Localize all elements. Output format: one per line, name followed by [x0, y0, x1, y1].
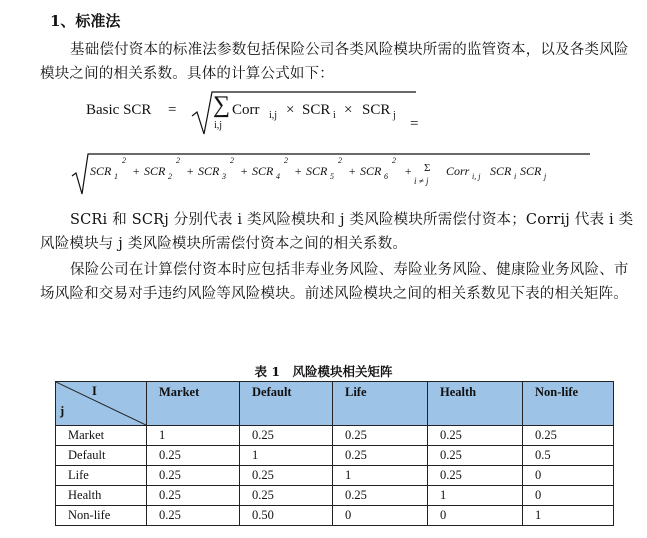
- table-cell: 0.25: [147, 446, 240, 466]
- term-3-sup: 2: [230, 156, 234, 165]
- table-cell: 0.25: [523, 426, 614, 446]
- term-5: SCR: [306, 164, 328, 178]
- row-label: Default: [56, 446, 147, 466]
- term-6-sub: 6: [384, 172, 388, 181]
- plus-3: +: [240, 164, 249, 178]
- formula-basic-scr: [86, 90, 426, 138]
- term-1-sub: 1: [114, 172, 118, 181]
- scr-j-2: SCR: [520, 164, 542, 178]
- corner-header-cell: [56, 382, 147, 426]
- table-cell: 0: [523, 466, 614, 486]
- table-header-row: [56, 382, 614, 426]
- table-cell: 0.25: [428, 426, 523, 446]
- column-header: Market: [147, 382, 240, 426]
- term-3: SCR: [198, 164, 220, 178]
- term-2-sup: 2: [176, 156, 180, 165]
- table-cell: 0.25: [428, 446, 523, 466]
- formula-equals-2: =: [410, 116, 419, 132]
- table-cell: 0.25: [333, 486, 428, 506]
- scr-i-2: SCR: [490, 164, 512, 178]
- column-header: Life: [333, 382, 428, 426]
- table-cell: 1: [333, 466, 428, 486]
- formula-expanded: [70, 150, 610, 196]
- table-row: [56, 486, 614, 506]
- scr-i-subscript: i: [333, 110, 336, 121]
- term-6-sup: 2: [392, 156, 396, 165]
- times-1: ×: [286, 102, 295, 118]
- table-cell: 0.50: [240, 506, 333, 526]
- column-header: Non-life: [523, 382, 614, 426]
- diagonal-line: [56, 382, 146, 425]
- corner-col-label: I: [92, 384, 97, 398]
- term-4-sub: 4: [276, 172, 280, 181]
- term-1: SCR: [90, 164, 112, 178]
- correlation-matrix-table: [55, 381, 614, 526]
- plus-5: +: [348, 164, 357, 178]
- table-cell: 1: [523, 506, 614, 526]
- plus-1: +: [132, 164, 141, 178]
- column-header: Default: [240, 382, 333, 426]
- formula-equals: =: [168, 102, 177, 118]
- corr-term-2: Corr: [446, 164, 470, 178]
- term-2: SCR: [144, 164, 166, 178]
- table-caption: 表 1 风险模块相关矩阵: [254, 364, 393, 379]
- term-3-sub: 3: [222, 172, 226, 181]
- table-cell: 0.25: [240, 426, 333, 446]
- row-label: Market: [56, 426, 147, 446]
- table-row: [56, 446, 614, 466]
- modules-paragraph: 保险公司在计算偿付资本时应包括非寿业务风险、寿险业务风险、健康险业务风险、市场风险和交易对手违约风险等风险模块。前述风险模块之间的相关系数见下表的相关矩阵。: [40, 262, 629, 302]
- table-row: [56, 506, 614, 526]
- term-6: SCR: [360, 164, 382, 178]
- sum-subscript-2: i ≠ j: [414, 176, 429, 186]
- table-cell: 0.25: [333, 446, 428, 466]
- corr-subscript-2: i, j: [472, 172, 481, 181]
- row-label: Life: [56, 466, 147, 486]
- column-header: Health: [428, 382, 523, 426]
- term-2-sub: 2: [168, 172, 172, 181]
- term-5-sub: 5: [330, 172, 334, 181]
- term-4-sup: 2: [284, 156, 288, 165]
- table-cell: 0: [523, 486, 614, 506]
- table-cell: 1: [428, 486, 523, 506]
- table-cell: 0.25: [240, 486, 333, 506]
- term-4: SCR: [252, 164, 274, 178]
- scr-j-subscript: j: [393, 110, 396, 121]
- scr-i: SCR: [302, 102, 331, 118]
- table-cell: 0: [428, 506, 523, 526]
- table-cell: 0: [333, 506, 428, 526]
- plus-2: +: [186, 164, 195, 178]
- table-cell: 1: [240, 446, 333, 466]
- table-cell: 0.5: [523, 446, 614, 466]
- table-cell: 0.25: [333, 426, 428, 446]
- scr-i-sub-2: i: [514, 172, 517, 181]
- sum-symbol: ∑: [213, 92, 231, 118]
- scr-j: SCR: [362, 102, 391, 118]
- table-cell: 0.25: [240, 466, 333, 486]
- table-cell: 0.25: [147, 466, 240, 486]
- definition-paragraph: SCRi 和 SCRj 分别代表 i 类风险模块和 j 类风险模块所需偿付资本；Corrij 代表 i 类风险模块与 j 类风险模块所需偿付资本之间的相关系数。: [40, 212, 634, 252]
- table-cell: 1: [147, 426, 240, 446]
- row-label: Non-life: [56, 506, 147, 526]
- row-label: Health: [56, 486, 147, 506]
- formula-lhs: Basic SCR: [86, 102, 152, 118]
- section-heading: 1、标准法: [50, 12, 121, 30]
- times-2: ×: [344, 102, 353, 118]
- table-row: [56, 426, 614, 446]
- sum-symbol-2: Σ: [424, 162, 431, 174]
- table-cell: 0.25: [428, 466, 523, 486]
- term-5-sup: 2: [338, 156, 342, 165]
- plus-6: +: [404, 164, 413, 178]
- scr-j-sub-2: j: [544, 172, 547, 181]
- term-1-sup: 2: [122, 156, 126, 165]
- table-cell: 0.25: [147, 486, 240, 506]
- corner-row-label: j: [60, 404, 65, 418]
- sum-subscript: i,j: [214, 120, 223, 131]
- table-cell: 0.25: [147, 506, 240, 526]
- plus-4: +: [294, 164, 303, 178]
- corr-term: Corr: [232, 102, 260, 118]
- intro-paragraph: 基础偿付资本的标准法参数包括保险公司各类风险模块所需的监管资本，以及各类风险模块之间的相关系数。具体的计算公式如下：: [40, 42, 629, 82]
- corr-subscript: i,j: [269, 110, 278, 121]
- table-row: [56, 466, 614, 486]
